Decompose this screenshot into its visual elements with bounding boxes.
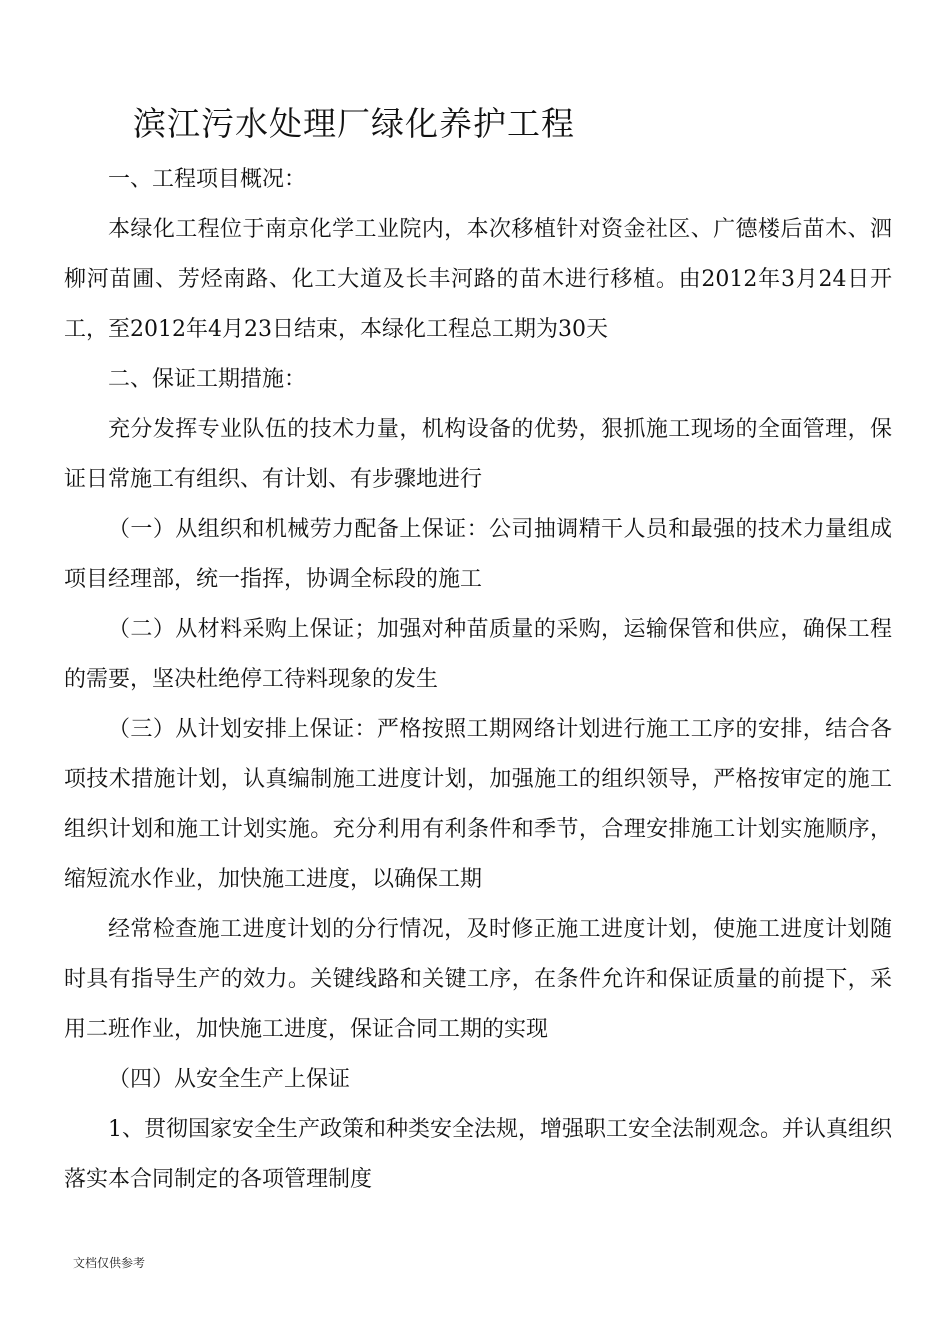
footer-reference-note: 文档仅供参考: [73, 1256, 146, 1270]
paragraph-safety-point-1: 1、贯彻国家安全生产政策和种类安全法规，增强职工安全法制观念。并认真组织落实本合同制定的各项管理制度: [64, 1117, 892, 1192]
paragraph-progress-check: 经常检查施工进度计划的分行情况，及时修正施工进度计划，使施工进度计划随时具有指导生产的效力。关键线路和关键工序，在条件允许和保证质量的前提下，采用二班作业，加快施工进度，保证合同工期的实现: [64, 917, 892, 1042]
paragraph-project-overview: 本绿化工程位于南京化学工业院内，本次移植针对资金社区、广德楼后苗木、泗柳河苗圃、芳烃南路、化工大道及长丰河路的苗木进行移植。由2012年3月24日开工，至2012年4月23日结束，本绿化工程总工期为30天: [64, 217, 892, 342]
section-heading-safety: （四）从安全生产上保证: [108, 1067, 351, 1092]
section-heading-schedule-measures: 二、保证工期措施：: [108, 367, 307, 392]
paragraph-item-materials: （二）从材料采购上保证；加强对种苗质量的采购，运输保管和供应，确保工程的需要，坚决杜绝停工待料现象的发生: [64, 617, 892, 692]
document-title: 滨江污水处理厂绿化养护工程: [133, 104, 575, 143]
paragraph-item-planning: （三）从计划安排上保证：严格按照工期网络计划进行施工工序的安排，结合各项技术措施计划，认真编制施工进度计划，加强施工的组织领导，严格按审定的施工组织计划和施工计划实施。充分利用有利条件和季节，合理安排施工计划实施顺序，缩短流水作业，加快施工进度，以确保工期: [64, 717, 892, 892]
paragraph-schedule-intro: 充分发挥专业队伍的技术力量，机构设备的优势，狠抓施工现场的全面管理，保证日常施工有组织、有计划、有步骤地进行: [64, 417, 892, 492]
paragraph-item-organization: （一）从组织和机械劳力配备上保证：公司抽调精干人员和最强的技术力量组成项目经理部，统一指挥，协调全标段的施工: [64, 517, 892, 592]
section-heading-project-overview: 一、工程项目概况：: [108, 167, 307, 192]
